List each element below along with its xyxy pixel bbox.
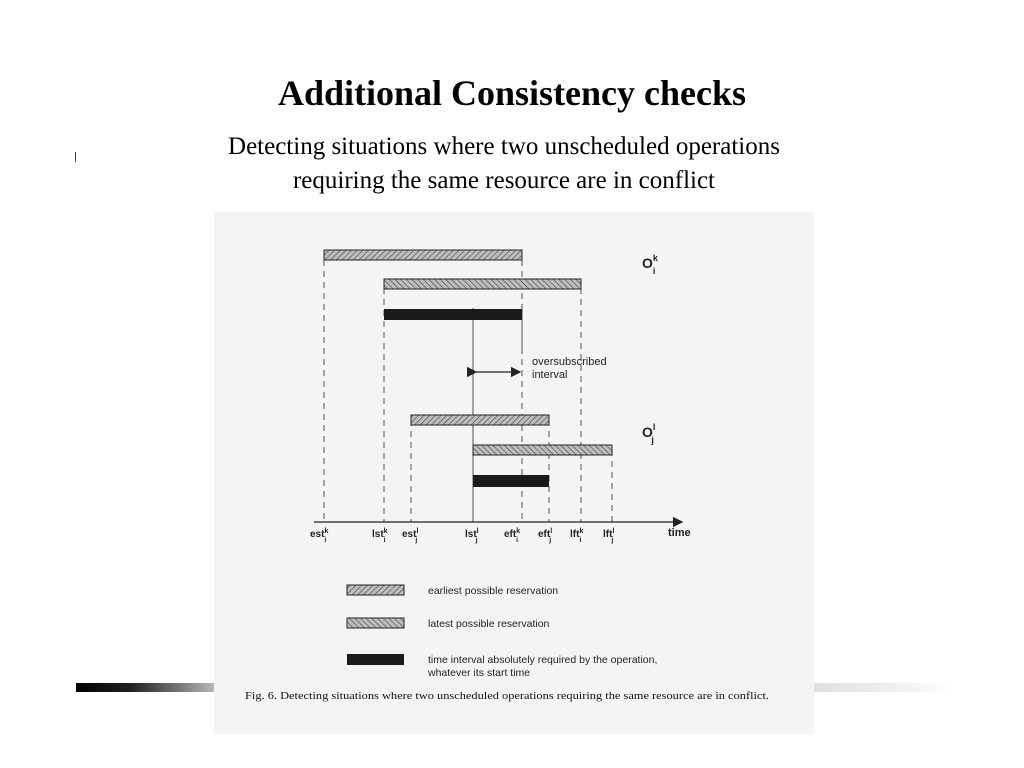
legend — [347, 585, 657, 679]
legend-label-earliest: earliest possible reservation — [428, 585, 559, 597]
bar-earliest-operation-i — [324, 250, 522, 260]
operation-i-sup: k — [652, 253, 658, 263]
reference-lines — [324, 260, 612, 522]
tick-label-lst-j: lst$^l$ j — [465, 528, 479, 544]
operation-j-base: O — [642, 424, 653, 440]
legend-swatch-earliest — [347, 585, 404, 595]
legend-label-latest: latest possible reservation — [428, 618, 550, 630]
tick-label-lft-j: lft$^l$ j — [603, 528, 615, 544]
tick-label-eft-i: eft$^k$ i — [504, 528, 521, 544]
scanned-figure — [214, 212, 814, 734]
bar-latest-operation-j — [473, 445, 612, 455]
tick-label-lft-i: lft$^k$ i — [570, 528, 584, 544]
operation-label-i — [642, 253, 659, 276]
bar-required-operation-i — [384, 309, 522, 320]
figure-caption: Fig. 6. Detecting situations where two unscheduled operations requiring the same resource are in conflict. — [245, 691, 769, 702]
operation-i-base: O — [642, 255, 653, 271]
subtitle-line-2: requiring the same resource are in conflict — [292, 167, 716, 194]
operation-j-sub: j — [651, 435, 654, 445]
legend-label-required-line-2: whatever its start time — [428, 667, 531, 679]
operation-label-j — [642, 422, 655, 445]
bar-latest-operation-i — [384, 279, 581, 289]
time-axis-label: time — [668, 527, 691, 539]
decorative-gradient-bar-right — [800, 683, 950, 692]
bar-earliest-operation-j — [411, 415, 549, 425]
tick-label-est-j: est$^l$ j — [402, 528, 419, 544]
bar-required-operation-j — [473, 475, 549, 487]
tick-label-eft-j: eft$^l$ j — [538, 528, 553, 544]
legend-swatch-required — [347, 654, 404, 665]
axis-tick-labels — [310, 528, 614, 544]
tick-label-est-i: est$^k$ i — [310, 528, 329, 544]
oversubscribed-label-line-2: interval — [532, 369, 568, 381]
legend-swatch-latest — [347, 618, 404, 628]
subtitle-line-1: Detecting situations where two unscheduled operations — [228, 133, 780, 160]
operation-j-sup: l — [652, 422, 656, 432]
slide-subtitle — [0, 130, 1008, 198]
tick-label-lst-i: lst$^k$ i — [372, 528, 388, 544]
decorative-gradient-bar-left — [76, 683, 216, 692]
legend-label-required-line-1: time interval absolutely required by the operation, — [428, 654, 658, 666]
operation-i-sub: i — [652, 266, 656, 276]
oversubscribed-label-line-1: oversubscribed — [532, 356, 607, 368]
slide-title: Additional Consistency checks — [277, 73, 747, 113]
conflict-diagram — [214, 212, 814, 734]
